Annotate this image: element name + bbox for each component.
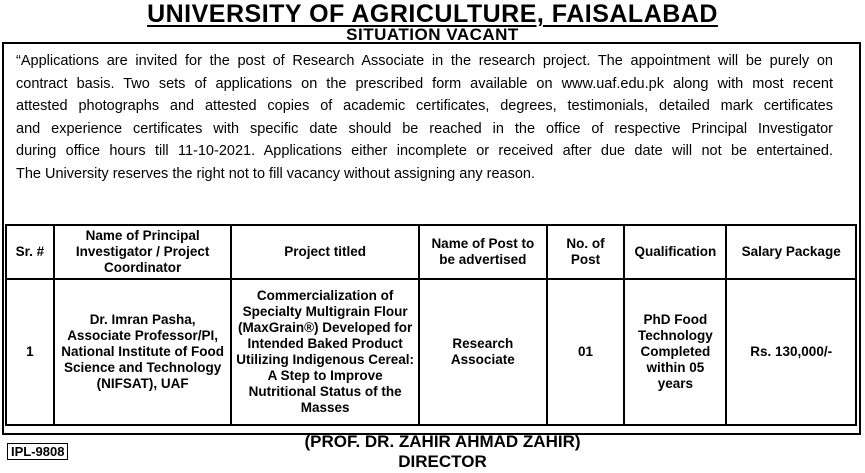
header-principal-investigator: Name of Principal Investigator / Project Coordinator bbox=[54, 225, 231, 279]
cell-qualification: PhD Food Technology Completed within 05 years bbox=[624, 279, 726, 425]
intro-line: attested photographs and attested copies of academic certificates, degrees, testimonials, detailed mark certificates bbox=[16, 98, 833, 114]
header-post-count: No. of Post bbox=[547, 225, 625, 279]
cell-sr: 1 bbox=[6, 279, 54, 425]
intro-line: contract basis. Two sets of applications on the prescribed form available on www.uaf.edu.pk along with most recent bbox=[16, 75, 833, 92]
cell-post-name: Research Associate bbox=[419, 279, 547, 425]
vacancy-table bbox=[5, 224, 857, 426]
header-qualification: Qualification bbox=[624, 225, 726, 279]
intro-line: during office hours till 11-10-2021. Applications either incomplete or received after due date will not be entertained. bbox=[16, 143, 833, 159]
intro-line: The University reserves the right not to fill vacancy without assigning any reason. bbox=[16, 165, 536, 182]
header-project: Project titled bbox=[231, 225, 419, 279]
cell-post-count: 01 bbox=[547, 279, 625, 425]
cell-project: Commercialization of Specialty Multigrain Flour (MaxGrain®) Developed for Intended Baked Product Utilizing Indigenous Cereal: A Step to Improve Nutritional Status of the Masses bbox=[231, 279, 419, 425]
table-header-row bbox=[6, 225, 856, 279]
header-post-name: Name of Post to be advertised bbox=[419, 225, 547, 279]
intro-line: and experience certificates with specific date should be reached in the office of respective Principal Investigator bbox=[16, 120, 833, 137]
intro-paragraph bbox=[16, 50, 833, 185]
signatory-name: (PROF. DR. ZAHIR AHMAD ZAHIR) bbox=[304, 432, 581, 451]
header-sr: Sr. # bbox=[6, 225, 54, 279]
cell-salary: Rs. 130,000/- bbox=[726, 279, 856, 425]
header-salary: Salary Package bbox=[726, 225, 856, 279]
cell-principal-investigator: Dr. Imran Pasha, Associate Professor/PI, National Institute of Food Science and Technology (NIFSAT), UAF bbox=[54, 279, 231, 425]
table-row bbox=[6, 279, 856, 425]
university-title: UNIVERSITY OF AGRICULTURE, FAISALABAD bbox=[147, 0, 718, 28]
signatory-title: DIRECTOR bbox=[398, 452, 487, 471]
intro-line: “Applications are invited for the post of Research Associate in the research project. The appointment will be purely on bbox=[16, 53, 833, 69]
reference-number: IPL-9808 bbox=[7, 443, 68, 460]
notice-title: SITUATION VACANT bbox=[346, 25, 519, 44]
